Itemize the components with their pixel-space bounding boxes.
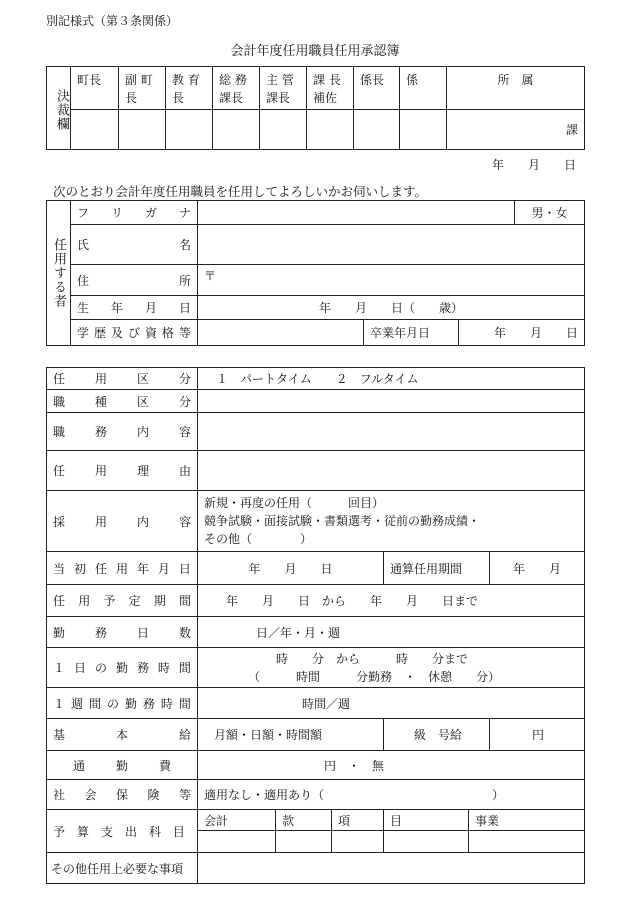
approval-head-staff: 係 xyxy=(400,67,447,110)
budget-account-header: 会計 xyxy=(198,810,276,831)
other-matters-field[interactable] xyxy=(198,853,585,884)
intro-text: 次のとおり会計年度任用職員を任用してよろしいかお伺いします。 xyxy=(53,184,428,199)
approval-head-town-head: 町長 xyxy=(71,67,119,110)
education-field[interactable] xyxy=(198,320,364,346)
budget-item-header: 目 xyxy=(384,810,469,831)
employment-table xyxy=(46,367,585,884)
appointment-reason-label: 任 用 理 由 xyxy=(47,451,198,491)
form-reference: 別記様式（第３条関係） xyxy=(46,14,179,28)
approval-head-deputy: 副 町 長 xyxy=(119,67,166,110)
name-field[interactable] xyxy=(198,225,585,265)
address-label: 住 所 xyxy=(71,265,198,296)
approval-head-education: 教 育 長 xyxy=(166,67,213,110)
base-salary-label: 基 本 給 xyxy=(47,719,198,751)
address-field[interactable]: 〒 xyxy=(198,265,585,296)
weekly-hours-field[interactable]: 時間／週 xyxy=(198,688,585,719)
social-insurance-field[interactable]: 適用なし・適用あり（ ） xyxy=(198,780,585,810)
seal-cell[interactable] xyxy=(119,110,166,150)
graduation-field[interactable]: 年 月 日 xyxy=(459,320,585,346)
budget-section-field[interactable] xyxy=(276,831,332,853)
seal-cell[interactable] xyxy=(166,110,213,150)
approval-head-assistant: 課 長 補佐 xyxy=(307,67,354,110)
seal-cell[interactable] xyxy=(400,110,447,150)
furigana-field[interactable] xyxy=(198,201,515,225)
daily-hours-label: １ 日 の 勤 務 時 間 xyxy=(47,648,198,688)
budget-item-label: 予 算 支 出 科 目 xyxy=(47,810,198,853)
sex-field[interactable]: 男・女 xyxy=(515,201,585,225)
furigana-label: フ リ ガ ナ xyxy=(71,201,198,225)
working-days-field[interactable]: 日／年・月・週 xyxy=(198,617,585,648)
appointment-type-field[interactable]: １ パートタイム ２ フルタイム xyxy=(198,368,585,390)
planned-period-field[interactable]: 年 月 日 から 年 月 日まで xyxy=(198,585,585,617)
birth-field[interactable]: 年 月 日（ 歳） xyxy=(198,296,585,320)
appointee-table xyxy=(46,200,585,346)
daily-hours-field[interactable]: 時 分 から 時 分まで （ 時間 分勤務 ・ 休憩 分） xyxy=(198,648,585,688)
budget-section-header: 款 xyxy=(276,810,332,831)
salary-grade-field[interactable]: 級 号給 xyxy=(384,719,490,751)
seal-cell[interactable] xyxy=(354,110,400,150)
recruitment-label: 採 用 内 容 xyxy=(47,491,198,552)
approval-head-department: 所 属 xyxy=(447,67,585,110)
date-line: 年 月 日 xyxy=(492,158,577,172)
planned-period-label: 任 用 予 定 期 間 xyxy=(47,585,198,617)
budget-project-header: 事業 xyxy=(469,810,585,831)
budget-project-field[interactable] xyxy=(469,831,585,853)
approval-head-general-affairs: 総 務 課長 xyxy=(213,67,260,110)
department-field[interactable]: 課 xyxy=(447,110,585,150)
initial-appointment-date-label: 当 初 任 用 年 月 日 xyxy=(47,552,198,585)
approval-head-managing: 主 管 課長 xyxy=(260,67,307,110)
job-description-field[interactable] xyxy=(198,413,585,451)
approval-head-section-chief: 係長 xyxy=(354,67,400,110)
working-days-label: 勤 務 日 数 xyxy=(47,617,198,648)
seal-cell[interactable] xyxy=(213,110,260,150)
other-matters-label: その他任用上必要な事項 xyxy=(47,853,198,884)
appointee-side-label: 任用する者 xyxy=(47,201,71,346)
seal-cell[interactable] xyxy=(71,110,119,150)
weekly-hours-label: １ 週 間 の 勤 務 時 間 xyxy=(47,688,198,719)
salary-amount-field[interactable]: 円 xyxy=(490,719,585,751)
education-label: 学 歴 及 び 資 格 等 xyxy=(71,320,198,346)
page-title: 会計年度任用職員任用承認簿 xyxy=(230,44,400,59)
job-category-field[interactable] xyxy=(198,390,585,413)
appointment-type-label: 任 用 区 分 xyxy=(47,368,198,390)
commuting-allowance-label: 通 勤 費 xyxy=(47,751,198,780)
salary-type-field[interactable]: 月額・日額・時間額 xyxy=(198,719,384,751)
birth-label: 生 年 月 日 xyxy=(71,296,198,320)
appointment-reason-field[interactable] xyxy=(198,451,585,491)
total-period-label: 通算任用期間 xyxy=(384,552,490,585)
budget-account-field[interactable] xyxy=(198,831,276,853)
budget-clause-field[interactable] xyxy=(332,831,384,853)
commuting-allowance-field[interactable]: 円 ・ 無 xyxy=(198,751,585,780)
name-label: 氏 名 xyxy=(71,225,198,265)
approval-table xyxy=(46,66,585,150)
initial-appointment-date-field[interactable]: 年 月 日 xyxy=(198,552,384,585)
seal-cell[interactable] xyxy=(260,110,307,150)
job-category-label: 職 種 区 分 xyxy=(47,390,198,413)
job-description-label: 職 務 内 容 xyxy=(47,413,198,451)
seal-cell[interactable] xyxy=(307,110,354,150)
recruitment-field[interactable]: 新規・再度の任用（ 回目） 競争試験・面接試験・書類選考・従前の勤務成績・ その他（ ） xyxy=(198,491,585,552)
social-insurance-label: 社 会 保 険 等 xyxy=(47,780,198,810)
graduation-label: 卒業年月日 xyxy=(364,320,459,346)
approval-side-label: 決裁欄 xyxy=(47,67,71,150)
budget-item-field[interactable] xyxy=(384,831,469,853)
total-period-field[interactable]: 年 月 xyxy=(490,552,585,585)
budget-clause-header: 項 xyxy=(332,810,384,831)
